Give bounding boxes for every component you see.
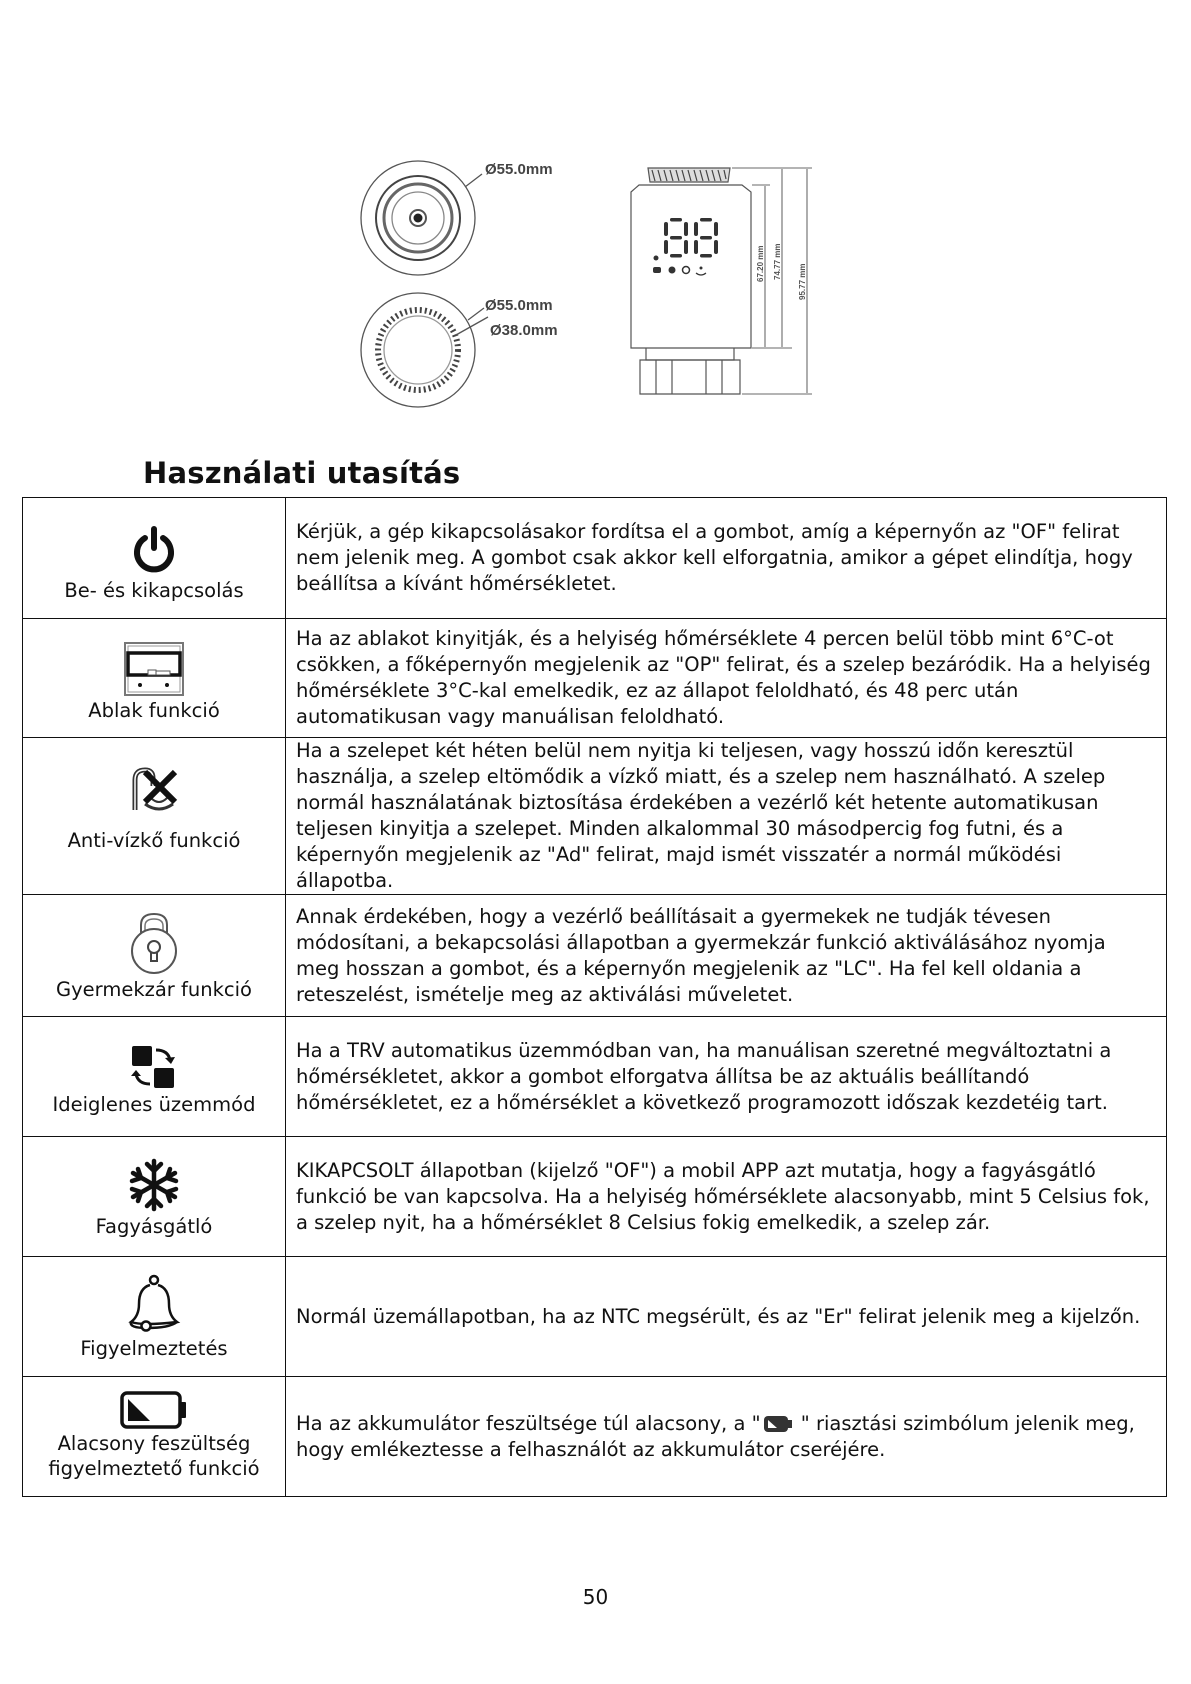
svg-text:74.77 mm: 74.77 mm: [773, 243, 782, 280]
table-row: [23, 738, 1167, 895]
feature-label: Be- és kikapcsolás: [64, 578, 244, 602]
feature-cell: [23, 498, 286, 619]
table-row: [23, 1017, 1167, 1137]
description-text-part: " riasztási szimbólum jelenik meg, hogy emlékeztesse a felhasználót az akkumulátor cseréjére.: [296, 1411, 1135, 1461]
feature-description: Annak érdekében, hogy a vezérlő beállításait a gyermekek ne tudják tévesen módosítani, a bekapcsolási állapotban a gyermekzár funkció aktiválásához nyomja meg hosszan a gombot, és a képernyőn megjelenik az "LC". Ha fel kell oldania a reteszelést, ismételje meg az aktiválási műveletet.: [296, 904, 1106, 1006]
feature-cell: [23, 1017, 286, 1137]
svg-text:Ø55.0mm: Ø55.0mm: [485, 161, 553, 178]
table-row: [23, 1137, 1167, 1257]
description-cell: [286, 1017, 1167, 1137]
table-row: [23, 498, 1167, 619]
description-cell: [286, 1257, 1167, 1377]
svg-text:95.77 mm: 95.77 mm: [798, 263, 807, 300]
feature-cell: [23, 895, 286, 1017]
low-battery-icon: [120, 1391, 188, 1429]
svg-text:Ø55.0mm: Ø55.0mm: [485, 297, 553, 314]
feature-label: Alacsony feszültség: [57, 1431, 251, 1455]
description-cell: [286, 895, 1167, 1017]
swap-mode-icon: [130, 1044, 178, 1090]
table-row: [23, 1377, 1167, 1497]
table-row: [23, 895, 1167, 1017]
anti-scale-icon: [127, 766, 181, 814]
description-cell: [286, 738, 1167, 895]
feature-label: Gyermekzár funkció: [56, 978, 252, 1001]
page-title: Használati utasítás: [143, 456, 461, 490]
product-dimension-drawing: [360, 150, 840, 420]
feature-description: Kérjük, a gép kikapcsolásakor fordítsa el a gombot, amíg a képernyőn az "OF" felirat nem jelenik meg. A gombot csak akkor kell elforgatnia, amikor a gépet elindítja, hogy beállítsa a kívánt hőmérsékletet.: [296, 520, 1133, 595]
feature-label: Anti-vízkő funkció: [67, 828, 241, 852]
power-icon: [132, 526, 176, 576]
window-icon: [124, 642, 184, 696]
padlock-icon: [129, 911, 179, 975]
description-text-part: Ha az akkumulátor feszültsége túl alacsony, a ": [296, 1411, 761, 1435]
feature-description: Ha a TRV automatikus üzemmódban van, ha manuálisan szeretné megváltoztatni a hőmérsékletet, akkor a gombot elforgatva állítsa be az aktuális beállítandó hőmérsékletet, ez a hőmérséklet a következő programozott időszak kezdetéig tart.: [296, 1038, 1112, 1114]
feature-description: Ha a szelepet két héten belül nem nyitja ki teljesen, vagy hosszú időn keresztül használja, a szelep eltömődik a vízkő miatt, és a szelep nem használható. A szelep normál használatának biztosítása érdekében a vezérlő két hetente automatikusan teljesen kinyitja a szelepet. Minden alkalommal 30 másodpercig fog futni, és a képernyőn megjelenik az "Ad" felirat, majd ismét visszatér a normál működési állapotba.: [296, 739, 1106, 892]
feature-label: Ideiglenes üzemmód: [52, 1093, 256, 1116]
feature-cell: [23, 619, 286, 738]
instructions-table: [22, 497, 1167, 1497]
description-cell: [286, 1137, 1167, 1257]
feature-label: Figyelmeztetés: [80, 1337, 228, 1360]
description-cell: [286, 619, 1167, 738]
svg-text:67.20 mm: 67.20 mm: [756, 245, 765, 282]
feature-description: [296, 1411, 1154, 1463]
feature-description: Normál üzemállapotban, ha az NTC megsérült, és az "Er" felirat jelenik meg a kijelzőn.: [296, 1304, 1141, 1328]
page-number: 50: [582, 1585, 609, 1609]
feature-cell: [23, 1377, 286, 1497]
dimension-diagram: [360, 150, 840, 420]
feature-label: Ablak funkció: [88, 698, 220, 722]
feature-cell: [23, 738, 286, 895]
feature-label: figyelmeztető funkció: [48, 1456, 260, 1480]
feature-cell: [23, 1257, 286, 1377]
svg-text:Ø38.0mm: Ø38.0mm: [490, 322, 558, 339]
table-row: [23, 1257, 1167, 1377]
feature-description: KIKAPCSOLT állapotban (kijelző "OF") a mobil APP azt mutatja, hogy a fagyásgátló funkció be van kapcsolva. Ha a helyiség hőmérséklete alacsonyabb, mint 5 Celsius fok, a szelep nyit, ha a hőmérséklet 8 Celsius fokig emelkedik, a szelep zár.: [296, 1158, 1150, 1234]
snowflake-icon: [127, 1158, 181, 1212]
bell-icon: [125, 1274, 183, 1334]
low-battery-inline-icon: [763, 1415, 793, 1433]
feature-description: Ha az ablakot kinyitják, és a helyiség hőmérséklete 4 percen belül több mint 6°C-ot csökken, a főképernyőn megjelenik az "OP" felirat, és a szelep bezáródik. Ha a helyiség hőmérséklete 3°C-kal emelkedik, ez az állapot feloldható, és 48 perc után automatikusan vagy manuálisan feloldható.: [296, 627, 1151, 728]
feature-cell: [23, 1137, 286, 1257]
feature-label: Fagyásgátló: [95, 1215, 213, 1238]
description-cell: [286, 1377, 1167, 1497]
table-row: [23, 619, 1167, 738]
description-cell: [286, 498, 1167, 619]
